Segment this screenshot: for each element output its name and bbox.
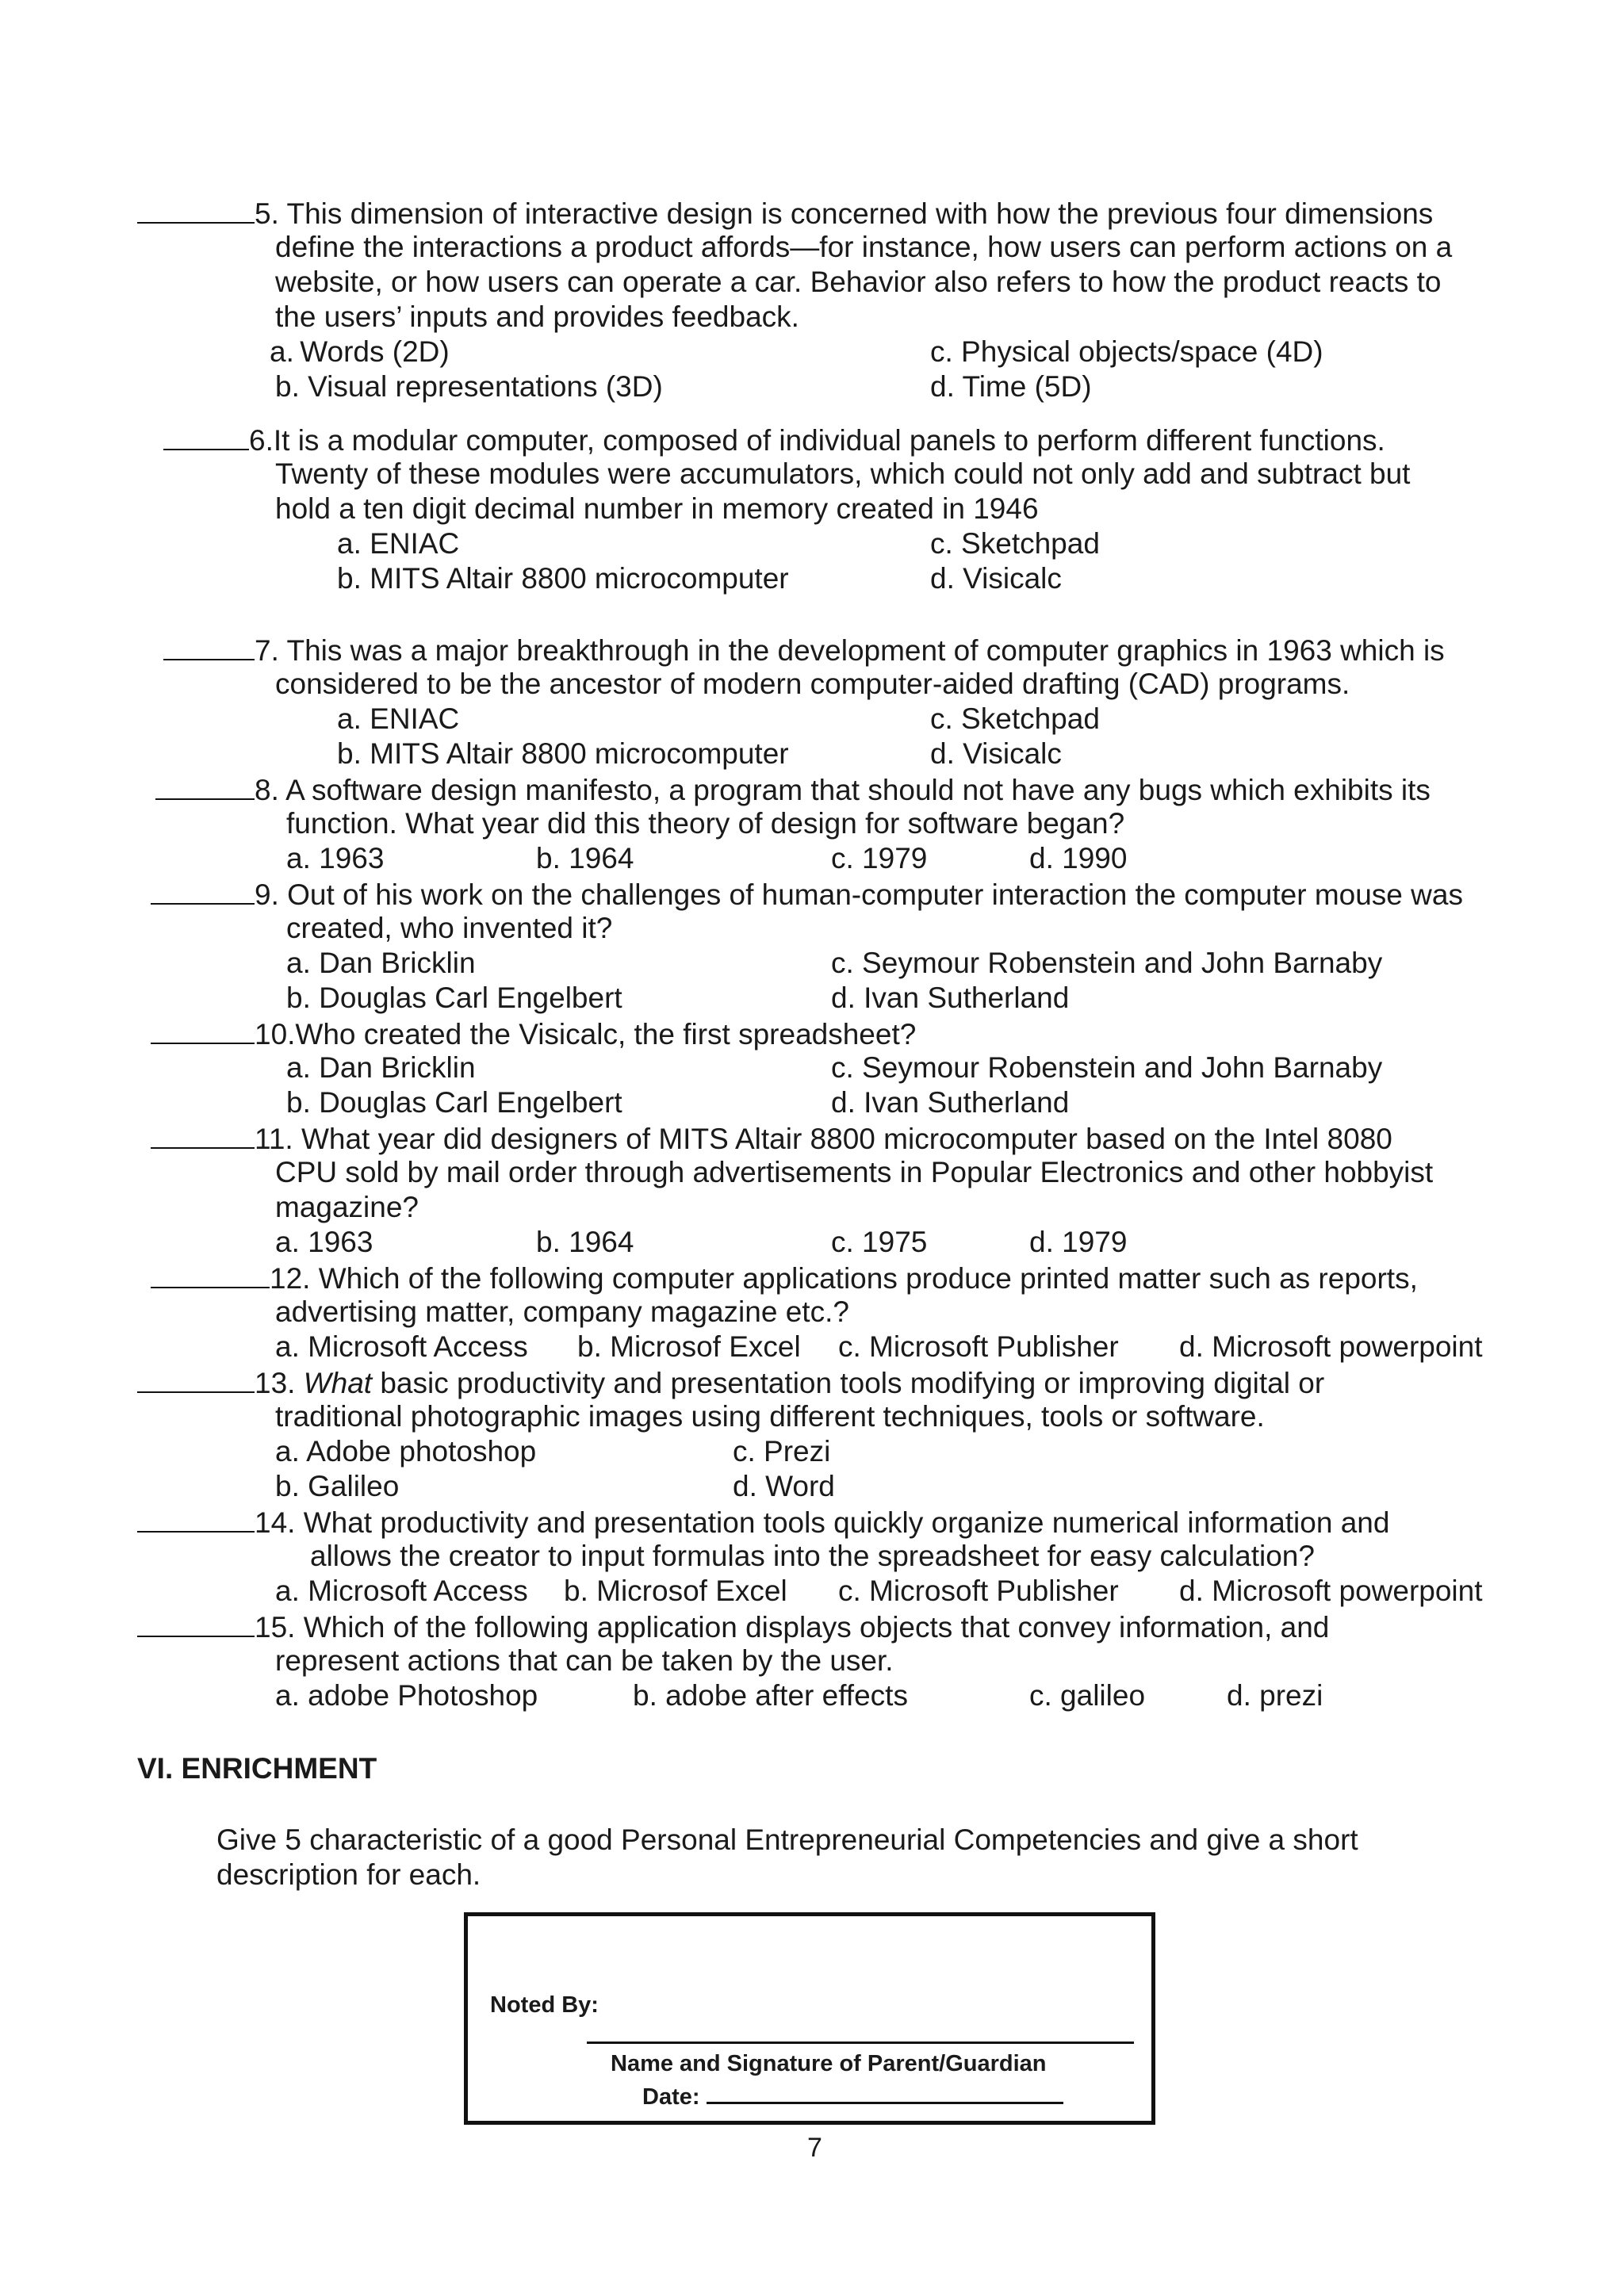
- answer-blank[interactable]: [163, 422, 249, 450]
- choice-a: a. 1963: [275, 1226, 373, 1258]
- answer-blank[interactable]: [151, 1120, 255, 1149]
- choice-b: b. 1964: [536, 842, 634, 874]
- question-text: 15. Which of the following application displays objects that convey information, and: [255, 1611, 1330, 1644]
- signature-label: Name and Signature of Parent/Guardian: [611, 2051, 1047, 2076]
- answer-blank[interactable]: [151, 876, 255, 905]
- choice-c: c. galileo: [1029, 1679, 1146, 1712]
- question-text: website, or how users can operate a car. Behavior also refers to how the product reacts to: [275, 266, 1442, 298]
- question-text: CPU sold by mail order through advertisements in Popular Electronics and other hobbyist: [275, 1156, 1434, 1188]
- question-text: 11. What year did designers of MITS Altair 8800 microcomputer based on the Intel 8080: [255, 1123, 1392, 1155]
- choice-a: a. adobe Photoshop: [275, 1679, 538, 1712]
- choice-d: d. Ivan Sutherland: [831, 1086, 1070, 1119]
- choice-d: d. Visicalc: [930, 562, 1062, 595]
- choice-c: c. 1979: [831, 842, 928, 874]
- choice-a: a. Words (2D): [270, 335, 450, 368]
- date-label: Date:: [642, 2084, 700, 2110]
- choice-d: d. Microsoft powerpoint: [1179, 1575, 1483, 1607]
- choice-b: b. adobe after effects: [633, 1679, 908, 1712]
- choice-b: b. Douglas Carl Engelbert: [286, 1086, 622, 1119]
- choice-c: c. Seymour Robenstein and John Barnaby: [831, 1051, 1383, 1084]
- answer-blank[interactable]: [151, 1016, 255, 1044]
- choice-b: b. Microsof Excel: [564, 1575, 787, 1607]
- answer-blank[interactable]: [151, 1260, 270, 1288]
- choice-b: b. MITS Altair 8800 microcomputer: [337, 737, 789, 770]
- choice-a: a. Adobe photoshop: [275, 1435, 537, 1468]
- question-text: basic productivity and presentation tools modifying or improving digital or: [380, 1367, 1325, 1399]
- noted-by-label: Noted By:: [490, 1992, 599, 2018]
- question-text: 6.It is a modular computer, composed of individual panels to perform different functions.: [249, 424, 1385, 457]
- choice-b: b. Douglas Carl Engelbert: [286, 982, 622, 1014]
- question-italic-word: What: [303, 1367, 373, 1399]
- question-number: 13.: [255, 1367, 296, 1399]
- question-text: function. What year did this theory of design for software began?: [286, 807, 1125, 840]
- choice-a: a. Microsoft Access: [275, 1575, 528, 1607]
- question-text: magazine?: [275, 1191, 419, 1223]
- choice-c: c. Prezi: [733, 1435, 831, 1468]
- question-text: 14. What productivity and presentation tools quickly organize numerical information and: [255, 1506, 1390, 1539]
- choice-a: a. 1963: [286, 842, 385, 874]
- choice-b: b. Galileo: [275, 1470, 400, 1502]
- question-text: 9. Out of his work on the challenges of human-computer interaction the computer mouse was: [255, 878, 1463, 911]
- choice-b: b. Visual representations (3D): [275, 370, 663, 403]
- choice-d: d. 1990: [1029, 842, 1128, 874]
- choice-a: a. ENIAC: [337, 527, 460, 560]
- answer-blank[interactable]: [155, 771, 255, 800]
- question-text: advertising matter, company magazine etc.?: [275, 1295, 849, 1328]
- choice-b: b. 1964: [536, 1226, 634, 1258]
- question-text: 5. This dimension of interactive design is concerned with how the previous four dimensions: [255, 197, 1434, 230]
- question-text: hold a ten digit decimal number in memory created in 1946: [275, 492, 1039, 525]
- choice-d: d. Microsoft powerpoint: [1179, 1330, 1483, 1363]
- question-text: 10.Who created the Visicalc, the first spreadsheet?: [255, 1018, 917, 1050]
- choice-c: c. Seymour Robenstein and John Barnaby: [831, 947, 1383, 979]
- choice-d: d. Time (5D): [930, 370, 1092, 403]
- choice-a: a. Microsoft Access: [275, 1330, 528, 1363]
- date-line[interactable]: [707, 2083, 1063, 2104]
- question-text: traditional photographic images using different techniques, tools or software.: [275, 1400, 1265, 1433]
- answer-blank[interactable]: [163, 632, 255, 660]
- signature-box: [464, 1912, 1155, 2125]
- enrichment-instruction: Give 5 characteristic of a good Personal Entrepreneurial Competencies and give a short: [216, 1823, 1358, 1856]
- answer-blank[interactable]: [137, 1504, 255, 1533]
- choice-c: c. Sketchpad: [930, 527, 1100, 560]
- choice-c: c. 1975: [831, 1226, 928, 1258]
- choice-d: d. Word: [733, 1470, 835, 1502]
- answer-blank[interactable]: [137, 195, 255, 224]
- question-text: allows the creator to input formulas into the spreadsheet for easy calculation?: [310, 1540, 1315, 1572]
- question-text: 12. Which of the following computer applications produce printed matter such as reports,: [270, 1262, 1418, 1295]
- choice-a: a. Dan Bricklin: [286, 1051, 476, 1084]
- enrichment-instruction: description for each.: [216, 1858, 481, 1891]
- question-text: 8. A software design manifesto, a program that should not have any bugs which exhibits its: [255, 774, 1431, 806]
- choice-d: d. Visicalc: [930, 737, 1062, 770]
- question-text: created, who invented it?: [286, 912, 613, 944]
- section-heading: VI. ENRICHMENT: [137, 1752, 377, 1785]
- choice-b: b. Microsof Excel: [577, 1330, 801, 1363]
- choice-d: d. prezi: [1227, 1679, 1323, 1712]
- question-text: 7. This was a major breakthrough in the development of computer graphics in 1963 which is: [255, 634, 1445, 667]
- choice-d: d. Ivan Sutherland: [831, 982, 1070, 1014]
- choice-c: c. Sketchpad: [930, 702, 1100, 735]
- choice-c: c. Physical objects/space (4D): [930, 335, 1323, 368]
- page-number: 7: [807, 2133, 822, 2163]
- question-text: Twenty of these modules were accumulators, which could not only add and subtract but: [275, 457, 1411, 490]
- signature-line[interactable]: [587, 2042, 1134, 2044]
- choice-c: c. Microsoft Publisher: [838, 1330, 1119, 1363]
- choice-a: a. Dan Bricklin: [286, 947, 476, 979]
- question-text: considered to be the ancestor of modern computer-aided drafting (CAD) programs.: [275, 668, 1350, 700]
- choice-c: c. Microsoft Publisher: [838, 1575, 1119, 1607]
- question-text: represent actions that can be taken by the user.: [275, 1644, 894, 1677]
- choice-a: a. ENIAC: [337, 702, 460, 735]
- answer-blank[interactable]: [137, 1364, 255, 1393]
- choice-d: d. 1979: [1029, 1226, 1128, 1258]
- choice-b: b. MITS Altair 8800 microcomputer: [337, 562, 789, 595]
- answer-blank[interactable]: [137, 1609, 255, 1637]
- question-text: the users’ inputs and provides feedback.: [275, 300, 799, 333]
- question-text: define the interactions a product affords—for instance, how users can perform actions on a: [275, 231, 1453, 263]
